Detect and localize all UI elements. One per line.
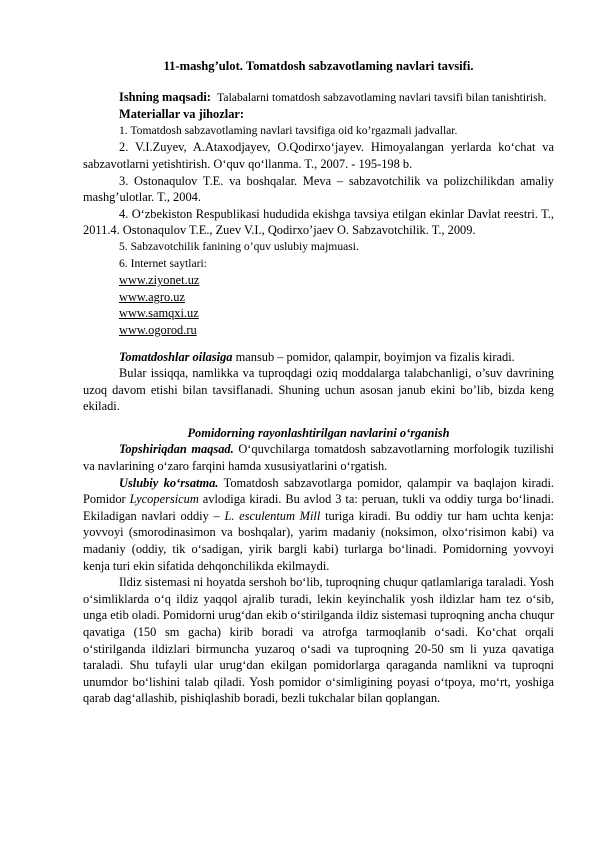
task-paragraph bbox=[83, 441, 554, 474]
page-title: 11-mashg’ulot. Tomatdosh sabzavotlaming navlari tavsifi. bbox=[163, 59, 474, 73]
roots-paragraph: Ildiz sistemasi ni hoyatda sershoh bo‘lib, tuproqning chuqur qatlamlariga taraladi. Yosh o‘simliklarda o‘q ildiz yaqqol ajralib turadi, lekin keyinchalik yosh ildizlar ham tez o‘sib, unga etib oladi. Pomidorni urug‘dan ekib o‘stirilganda ildiz sistemasi tuproqning ancha chuqur qavatiga (150 sm gacha) kirib boradi va atrofga tarmoqlanib o‘sadi. Ko‘chat orqali o‘stirilganda ildizlari birmuncha yuzaroq o‘sadi va tuproqning 20-50 sm li yuza qavatiga taraladi. Shu tufayli ular urug‘dan ekilgan pomidorlarga qaraganda namlikni va tuproqni unumdor bo‘lishini talab qiladi. Yosh pomidor o‘simligining poyasi o‘tpoya, mo‘rt, yoshiga qarab dag‘allashib, pishiqlashib boradi, bezli tukchalar bilan qoplangan. bbox=[83, 575, 554, 706]
materials-item: 2. V.I.Zuyev, A.Ataxodjayev, O.Qodirxo‘jayev. Himoyalangan yerlarda ko‘chat va sabzavotlarni yetishtirish. O‘quv qo‘llanma. T., 2007. - 195-198 b. bbox=[83, 140, 554, 171]
purpose-label: Ishning maqsadi: bbox=[119, 89, 211, 104]
materials-label: Materiallar va jihozlar: bbox=[119, 107, 245, 122]
method-paragraph bbox=[83, 475, 554, 575]
task-text: O‘quvchilarga tomatdosh sabzavotlarning morfologik tuzilishi va navlarining o‘zaro farqini hamda xususiyatlarini o‘rgatish. bbox=[83, 442, 554, 474]
method-text: avlodiga kiradi. Bu avlod 3 ta: peruan, tukli va oddiy turga bo‘linadi. Ekiladigan navlari oddiy – bbox=[83, 492, 554, 523]
spacer bbox=[83, 415, 554, 425]
latin-genus: Lycopersicum bbox=[129, 492, 199, 507]
task-label: Topshiriqdan maqsad. bbox=[119, 442, 234, 457]
internet-link[interactable]: www.ogorod.ru bbox=[119, 322, 197, 337]
internet-link[interactable]: www.samqxi.uz bbox=[119, 306, 199, 321]
latin-species: L. esculentum Mill bbox=[224, 508, 321, 523]
method-text: turiga kiradi. Bu oddiy tur ham uchta kenja: yovvoyi (smorodinasimon va boshqalar), yarim madaniy (noksimon, olxo‘risimon kabi) va madaniy (oddiy, tik o‘sadigan, yirik bargli kabi) turlarga bo‘linadi. Pomidorning yovvoyi kenja turi ekin sifatida dehqonchilikda ekilmaydi. bbox=[83, 508, 554, 573]
family-text: mansub – pomidor, qalampir, boyimjon va fizalis kiradi. bbox=[235, 349, 515, 364]
materials-item: 6. Internet saytlari: bbox=[119, 256, 207, 270]
materials-heading bbox=[83, 106, 554, 123]
internet-link[interactable]: www.ziyonet.uz bbox=[119, 273, 200, 288]
spacer bbox=[83, 339, 554, 349]
purpose-text: Talabalarni tomatdosh sabzavotlaming navlari tavsifi bilan tanishtirish. bbox=[217, 90, 547, 104]
materials-item: 4. O‘zbekiston Respublikasi hududida ekishga tavsiya etilgan ekinlar Davlat reestri. T., 2011.4. Ostonaqulov T.E., Zuev V.I., Qodirxo’jaev O. Sabzavotchilik. T., 2009. bbox=[83, 206, 554, 238]
warmth-paragraph: Bular issiqqa, namlikka va tuproqdagi oziq moddalarga talabchanligi, o’suv davrining uzoq davom etishi bilan tavsiflanadi. Shuning uchun asosan janub ekini bo’lib, bizda keng ekiladi. bbox=[83, 366, 554, 414]
family-paragraph bbox=[83, 349, 554, 366]
section-heading: Pomidorning rayonlashtirilgan navlarini o‘rganish bbox=[187, 425, 450, 440]
materials-item: 5. Sabzavotchilik fanining o’quv uslubiy majmuasi. bbox=[119, 239, 359, 253]
method-text: Tomatdosh sabzavotlarga pomidor, qalampir va baqlajon kiradi. Pomidor bbox=[83, 475, 554, 507]
purpose-paragraph bbox=[83, 89, 554, 107]
family-lead: Tomatdoshlar oilasiga bbox=[119, 349, 233, 364]
materials-item: 1. Tomatdosh sabzavotlaming navlari tavsifiga oid ko’rgazmali jadvallar. bbox=[119, 123, 458, 137]
materials-item: 3. Ostonaqulov T.E. va boshqalar. Meva – sabzavotchilik va polizchilikdan amaliy mashg’ulotlar. T., 2004. bbox=[83, 173, 554, 205]
method-label: Uslubiy ko‘rsatma. bbox=[119, 475, 219, 490]
internet-link[interactable]: www.agro.uz bbox=[119, 289, 185, 304]
